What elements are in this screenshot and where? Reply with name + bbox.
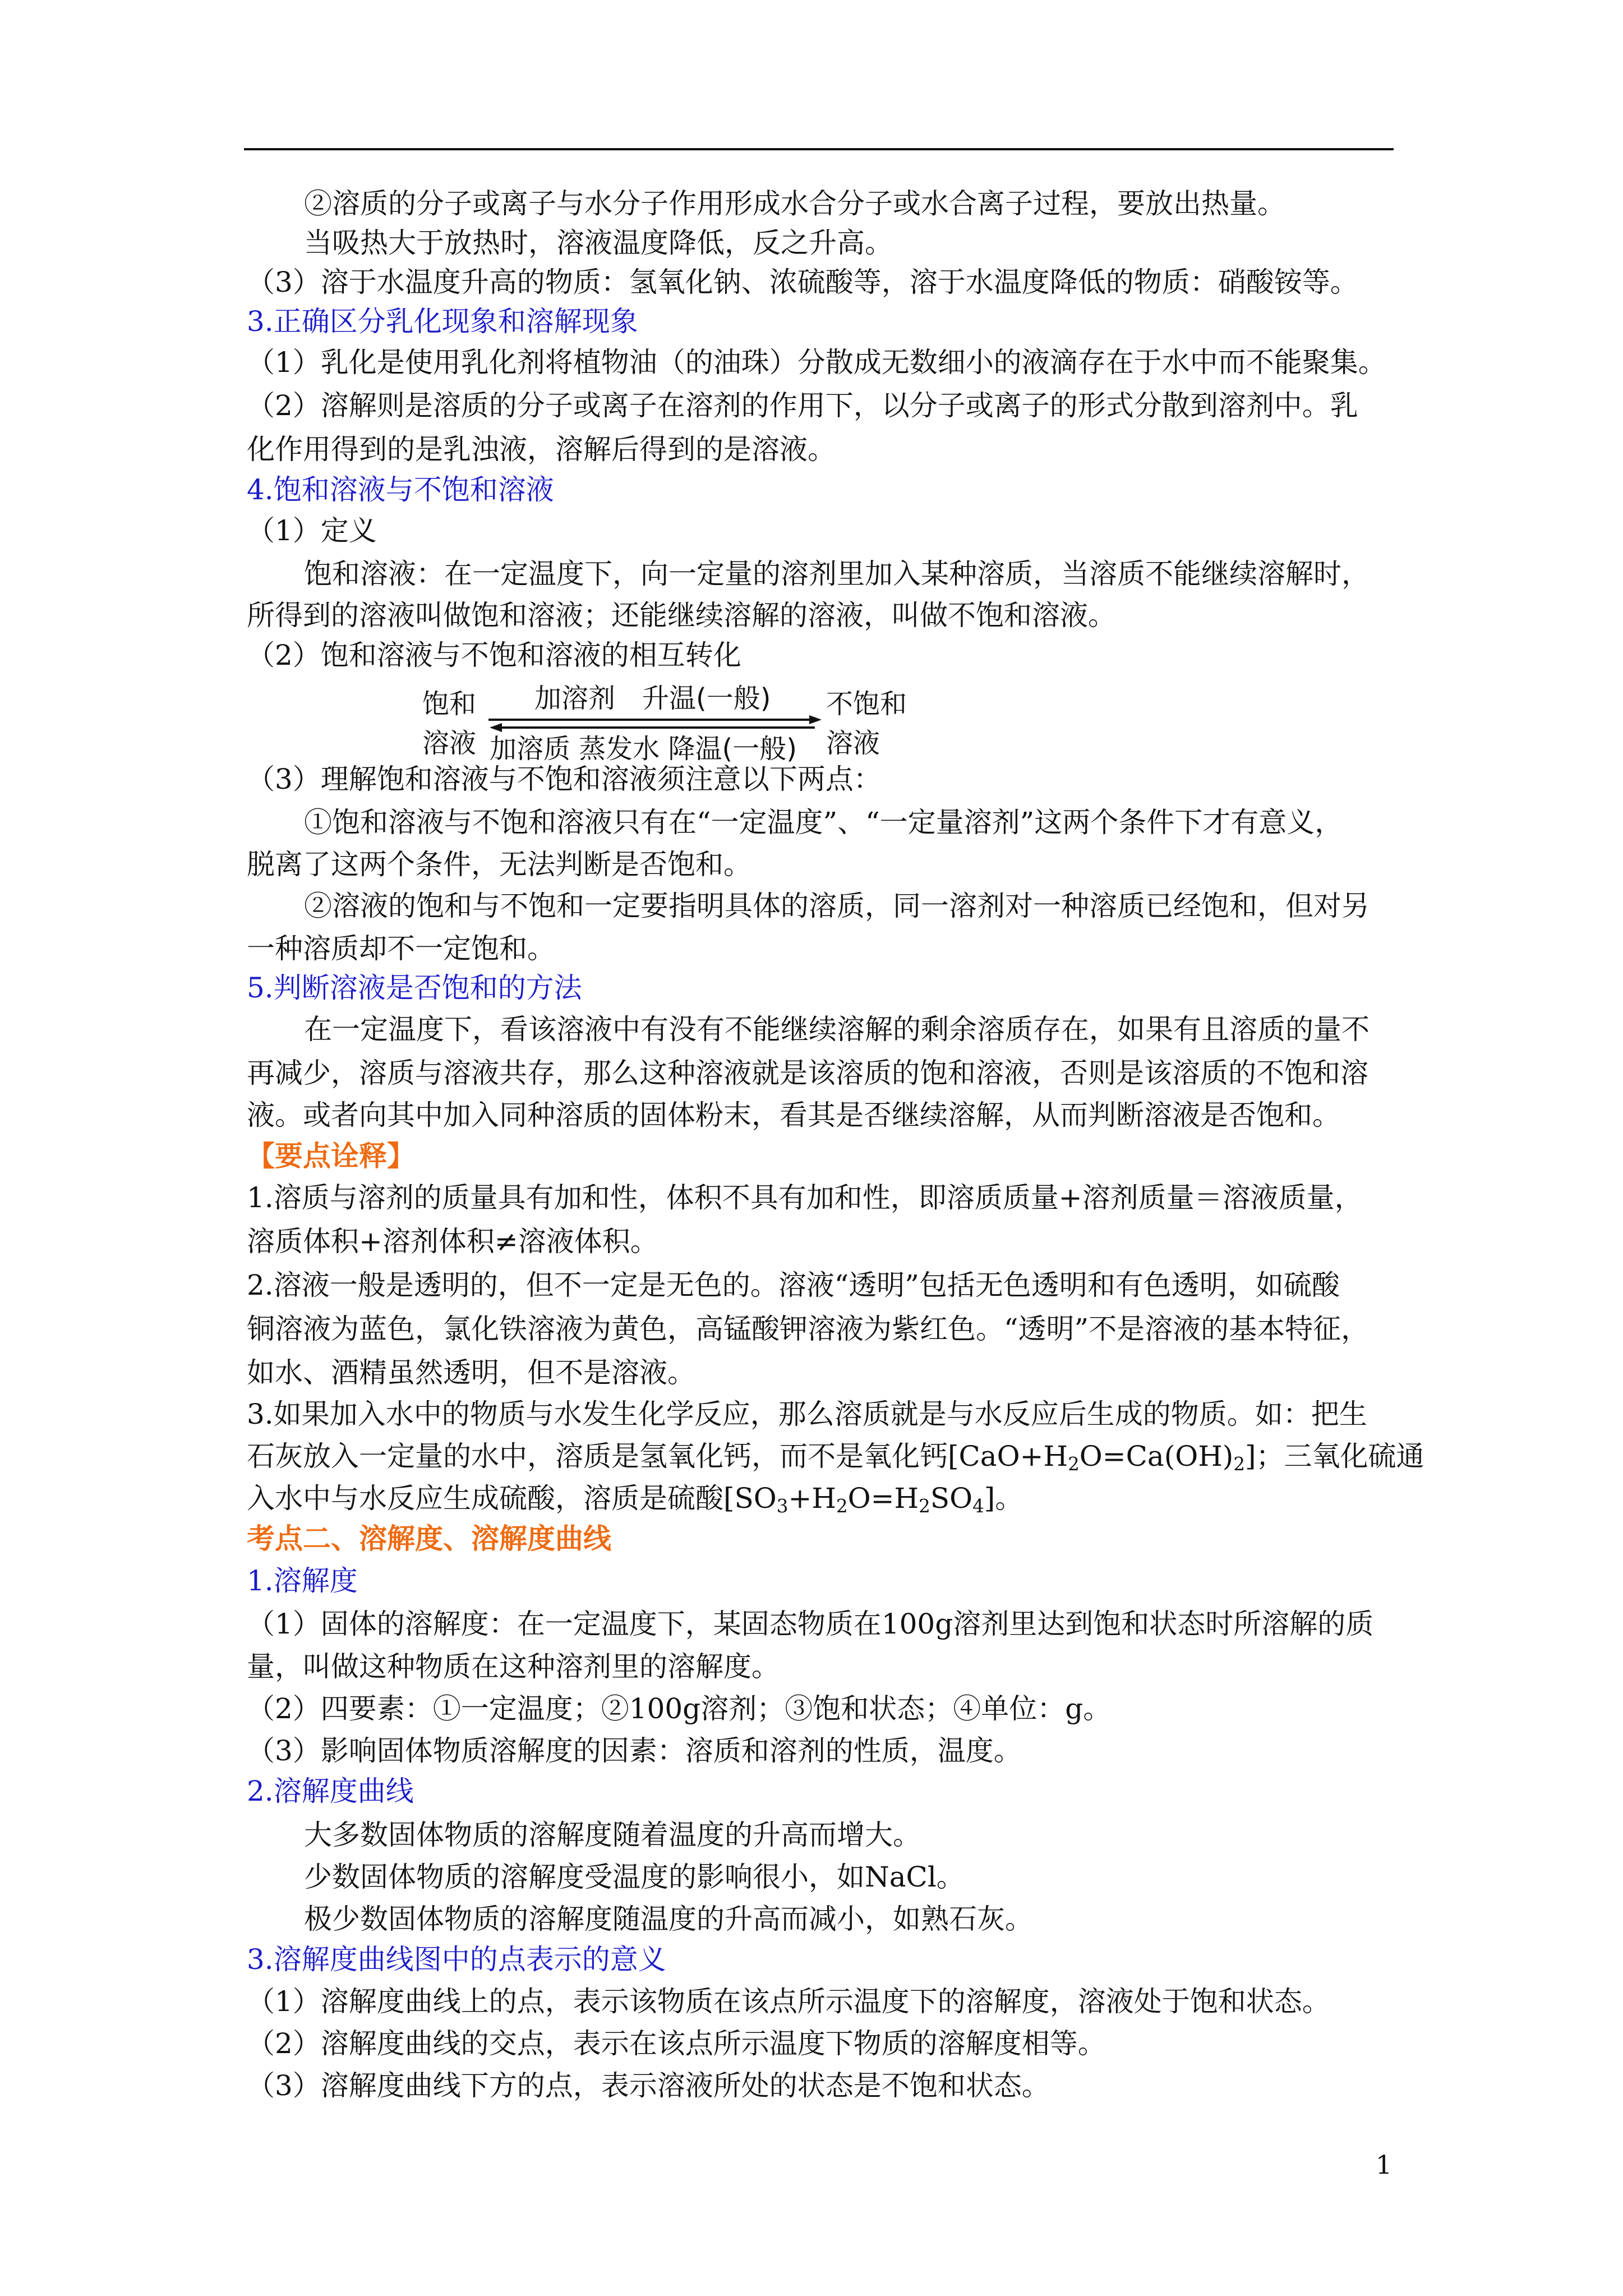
text-line: 饱和溶液：在一定温度下，向一定量的溶剂里加入某种溶质，当溶质不能继续溶解时， xyxy=(304,558,1370,590)
text-line: 量，叫做这种物质在这种溶剂里的溶解度。 xyxy=(247,1650,780,1683)
text-line: （2）溶解度曲线的交点，表示在该点所示温度下物质的溶解度相等。 xyxy=(247,2027,1106,2060)
text-line: 少数固体物质的溶解度受温度的影响很小，如NaCl。 xyxy=(304,1861,965,1893)
text-line: （1）乳化是使用乳化剂将植物油（的油珠）分散成无数细小的液滴存在于水中而不能聚集。 xyxy=(247,346,1386,379)
text-line: 液。或者向其中加入同种溶质的固体粉末，看其是否继续溶解，从而判断溶液是否饱和。 xyxy=(247,1099,1340,1131)
text-line: 脱离了这两个条件，无法判断是否饱和。 xyxy=(247,848,751,881)
text-line: 再减少，溶质与溶液共存，那么这种溶液就是该溶质的饱和溶液，否则是该溶质的不饱和溶 xyxy=(247,1057,1368,1089)
diagram-reverse-label: 加溶质 蒸发水 降温(一般) xyxy=(490,733,797,765)
text-line: （3）溶解度曲线下方的点，表示溶液所处的状态是不饱和状态。 xyxy=(247,2069,1050,2102)
text-line: 2.溶液一般是透明的，但不一定是无色的。溶液“透明”包括无色透明和有色透明，如硫酸 xyxy=(247,1269,1340,1301)
text-line: （1）溶解度曲线上的点，表示该物质在该点所示温度下的溶解度，溶液处于饱和状态。 xyxy=(247,1985,1330,2018)
text-line: 所得到的溶液叫做饱和溶液；还能继续溶解的溶液，叫做不饱和溶液。 xyxy=(247,599,1116,632)
text-line: （2）溶解则是溶质的分子或离子在溶剂的作用下，以分子或离子的形式分散到溶剂中。乳 xyxy=(247,389,1358,422)
text-line: （3）影响固体物质溶解度的因素：溶质和溶剂的性质，温度。 xyxy=(247,1734,1022,1767)
section-heading: 5.判断溶液是否饱和的方法 xyxy=(247,972,582,1004)
text-line: （3）溶于水温度升高的物质：氢氧化钠、浓硫酸等，溶于水温度降低的物质：硝酸铵等。 xyxy=(247,266,1358,298)
text-line: 一种溶质却不一定饱和。 xyxy=(247,932,555,965)
section-heading: 4.饱和溶液与不饱和溶液 xyxy=(247,473,554,506)
key-points-heading: 【要点诠释】 xyxy=(247,1139,415,1172)
text-line: 大多数固体物质的溶解度随着温度的升高而增大。 xyxy=(304,1819,921,1851)
text-line: （1）定义 xyxy=(247,514,377,547)
text-line: 化作用得到的是乳浊液，溶解后得到的是溶液。 xyxy=(247,433,836,466)
diagram-unsaturated-label: 溶液 xyxy=(826,728,880,759)
text-line: （2）饱和溶液与不饱和溶液的相互转化 xyxy=(247,639,741,671)
text-line: （2）四要素：①一定温度；②100g溶剂；③饱和状态；④单位：g。 xyxy=(247,1692,1112,1725)
diagram-saturated-label: 溶液 xyxy=(422,728,477,759)
text-line: 如水、酒精虽然透明，但不是溶液。 xyxy=(247,1356,695,1389)
section-heading: 1.溶解度 xyxy=(247,1565,358,1597)
diagram-unsaturated-label: 不饱和 xyxy=(826,688,907,720)
text-line-formula: 石灰放入一定量的水中，溶质是氢氧化钙，而不是氧化钙$[CaO+H_2O=Ca(OH)_2]$；三氧化硫通 xyxy=(247,1440,1424,1475)
text-line: 当吸热大于放热时，溶液温度降低，反之升高。 xyxy=(304,227,893,259)
text-line: ①饱和溶液与不饱和溶液只有在“一定温度”、“一定量溶剂”这两个条件下才有意义， xyxy=(304,806,1343,839)
text-line: （3）理解饱和溶液与不饱和溶液须注意以下两点： xyxy=(247,763,882,795)
text-line-formula: 入水中与水反应生成硫酸，溶质是硫酸$[SO_3+H_2O=H_2SO_4]$。 xyxy=(247,1482,1023,1517)
text-line: 铜溶液为蓝色，氯化铁溶液为黄色，高锰酸钾溶液为紫红色。“透明”不是溶液的基本特征， xyxy=(247,1313,1370,1345)
text-line: （1）固体的溶解度：在一定温度下，某固态物质在100g溶剂里达到饱和状态时所溶解的质 xyxy=(247,1608,1374,1640)
exam-point-heading: 考点二、溶解度、溶解度曲线 xyxy=(247,1522,611,1555)
text-line: 1.溶质与溶剂的质量具有加和性，体积不具有加和性，即溶质质量+溶剂质量＝溶液质量， xyxy=(247,1181,1363,1214)
section-heading: 3.溶解度曲线图中的点表示的意义 xyxy=(247,1943,666,1976)
section-heading: 2.溶解度曲线 xyxy=(247,1775,414,1807)
diagram-saturated-label: 饱和 xyxy=(422,688,477,720)
header-rule xyxy=(244,148,1394,150)
text-line: 3.如果加入水中的物质与水发生化学反应，那么溶质就是与水反应后生成的物质。如：把生 xyxy=(247,1398,1367,1430)
text-line: ②溶质的分子或离子与水分子作用形成水合分子或水合离子过程，要放出热量。 xyxy=(304,187,1285,220)
page-number: 1 xyxy=(1376,2150,1393,2180)
text-line: 溶质体积+溶剂体积≠溶液体积。 xyxy=(247,1225,658,1258)
diagram-forward-label: 加溶剂 升温(一般) xyxy=(534,683,771,714)
section-heading: 3.正确区分乳化现象和溶解现象 xyxy=(247,305,638,338)
text-line: ②溶液的饱和与不饱和一定要指明具体的溶质，同一溶剂对一种溶质已经饱和，但对另 xyxy=(304,890,1370,922)
text-line: 极少数固体物质的溶解度随温度的升高而减小，如熟石灰。 xyxy=(304,1903,1033,1935)
text-line: 在一定温度下，看该溶液中有没有不能继续溶解的剩余溶质存在，如果有且溶质的量不 xyxy=(304,1013,1370,1046)
